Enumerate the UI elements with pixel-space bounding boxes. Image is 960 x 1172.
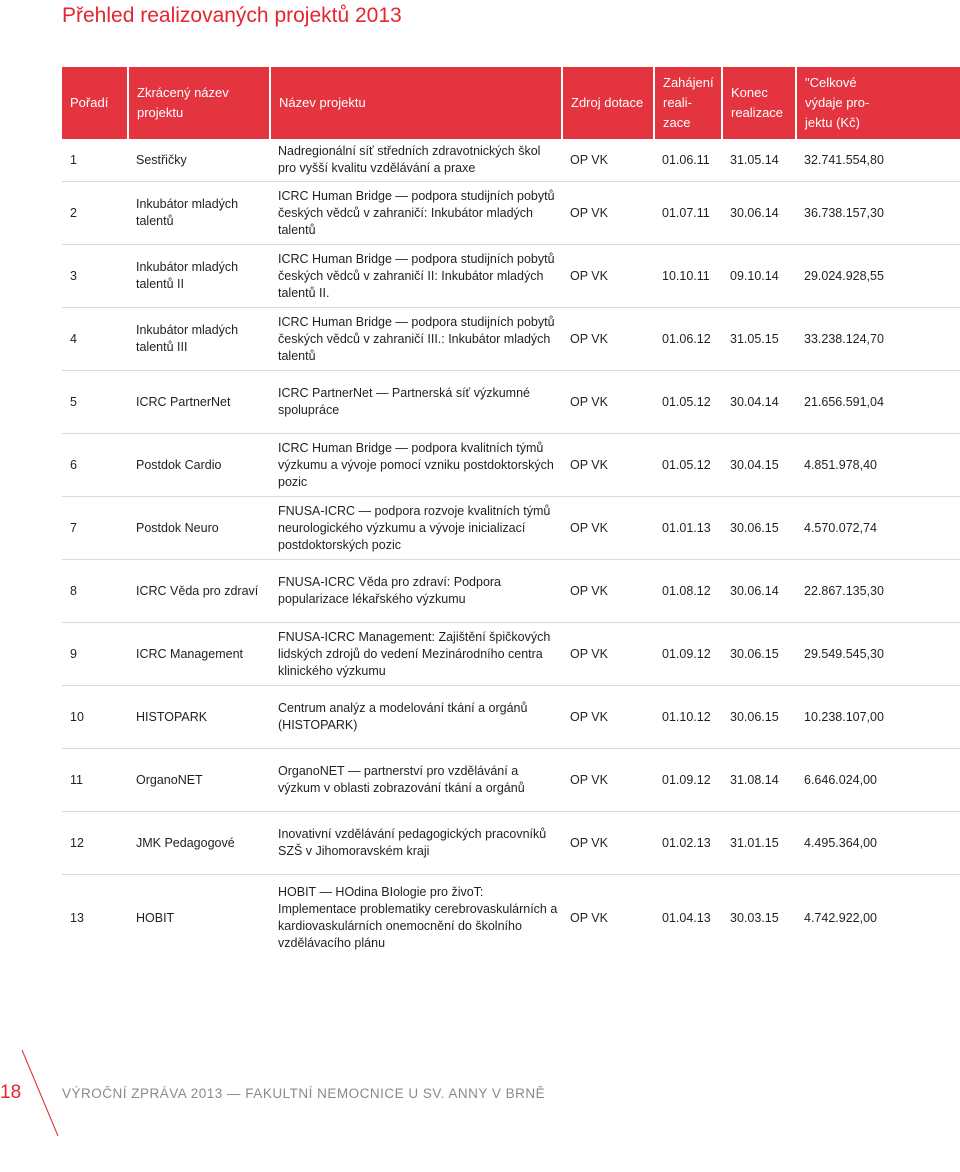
table-row <box>62 497 960 560</box>
table-row <box>62 560 960 623</box>
footer-slash-decoration <box>20 1048 60 1138</box>
cell-short-name: Sestřičky <box>136 152 187 167</box>
header-celkove-vydaje <box>796 67 960 139</box>
cell-num: 11 <box>70 772 83 787</box>
cell-project-name: FNUSA-ICRC Věda pro zdraví: Podpora popularizace lékařského výzkumu <box>278 575 502 606</box>
cell-source: OP VK <box>570 394 608 409</box>
header-zahajeni-line-3: zace <box>663 115 691 130</box>
header-konec <box>722 67 796 139</box>
cell-short-name: ICRC Věda pro zdraví <box>136 583 259 598</box>
cell-num: 12 <box>70 835 84 850</box>
cell-start: 01.05.12 <box>662 394 711 409</box>
cell-start: 01.06.12 <box>662 331 711 346</box>
table-row <box>62 139 960 182</box>
header-nazev-projektu: Název projektu <box>270 67 562 139</box>
cell-cost: 6.646.024,00 <box>804 772 877 787</box>
cell-short-name: ICRC Management <box>136 646 243 661</box>
cell-project-name: Nadregionální síť středních zdravotnických škol pro vyšší kvalitu vzdělávání a praxe <box>278 144 541 175</box>
cell-short-name: OrganoNET <box>136 772 203 787</box>
cell-end: 30.06.14 <box>730 583 779 598</box>
table-row <box>62 182 960 245</box>
header-zdroj-dotace: Zdroj dotace <box>562 67 654 139</box>
cell-end: 30.06.14 <box>730 205 779 220</box>
cell-end: 31.01.15 <box>730 835 779 850</box>
table-row <box>62 812 960 875</box>
cell-cost: 4.851.978,40 <box>804 457 877 472</box>
cell-project-name: ICRC Human Bridge — podpora studijních pobytů českých vědců v zahraničí III.: Inkubátor mladých talentů <box>278 314 555 363</box>
cell-source: OP VK <box>570 583 608 598</box>
cell-num: 7 <box>70 520 77 535</box>
header-konec-line-1: Konec <box>731 85 768 100</box>
cell-num: 3 <box>70 268 77 283</box>
header-celkove-line-3: jektu (Kč) <box>805 115 860 130</box>
cell-start: 01.09.12 <box>662 772 711 787</box>
table-header-row <box>62 67 960 139</box>
cell-start: 01.01.13 <box>662 520 711 535</box>
table-row <box>62 371 960 434</box>
cell-num: 10 <box>70 709 84 724</box>
cell-source: OP VK <box>570 709 608 724</box>
header-zahajeni <box>654 67 722 139</box>
cell-project-name: ICRC Human Bridge — podpora studijních pobytů českých vědců v zahraničí II: Inkubátor mladých talentů II. <box>278 251 555 300</box>
cell-source: OP VK <box>570 520 608 535</box>
cell-source: OP VK <box>570 835 608 850</box>
header-poradi: Pořadí <box>62 67 128 139</box>
cell-short-name: HISTOPARK <box>136 709 208 724</box>
cell-project-name: ICRC PartnerNet — Partnerská síť výzkumné spolupráce <box>278 386 530 417</box>
cell-short-name: ICRC PartnerNet <box>136 394 231 409</box>
cell-start: 01.09.12 <box>662 646 711 661</box>
cell-num: 6 <box>70 457 77 472</box>
cell-cost: 4.742.922,00 <box>804 910 877 925</box>
cell-end: 31.05.14 <box>730 152 779 167</box>
cell-cost: 10.238.107,00 <box>804 709 884 724</box>
cell-cost: 22.867.135,30 <box>804 583 884 598</box>
cell-source: OP VK <box>570 910 608 925</box>
cell-project-name: FNUSA-ICRC — podpora rozvoje kvalitních týmů neurologického výzkumu a vývoje inicializací postdoktorských pozic <box>278 503 551 552</box>
cell-cost: 29.024.928,55 <box>804 268 884 283</box>
cell-start: 10.10.11 <box>662 268 710 283</box>
cell-num: 2 <box>70 205 77 220</box>
cell-cost: 32.741.554,80 <box>804 152 884 167</box>
cell-short-name: Postdok Neuro <box>136 520 219 535</box>
cell-project-name: Centrum analýz a modelování tkání a orgánů (HISTOPARK) <box>278 701 528 732</box>
table-row <box>62 245 960 308</box>
cell-end: 30.04.14 <box>730 394 779 409</box>
footer-text: VÝROČNÍ ZPRÁVA 2013 — FAKULTNÍ NEMOCNICE U SV. ANNY V BRNĚ <box>62 1086 546 1101</box>
cell-project-name: FNUSA-ICRC Management: Zajištění špičkových lidských zdrojů do vedení Mezinárodního centra klinického výzkumu <box>278 629 551 678</box>
cell-end: 30.06.15 <box>730 709 779 724</box>
table-row <box>62 875 960 961</box>
cell-source: OP VK <box>570 457 608 472</box>
table-row <box>62 308 960 371</box>
cell-start: 01.05.12 <box>662 457 711 472</box>
cell-source: OP VK <box>570 772 608 787</box>
table-row <box>62 686 960 749</box>
cell-short-name: Postdok Cardio <box>136 457 222 472</box>
cell-source: OP VK <box>570 268 608 283</box>
footer-slash-line <box>22 1050 58 1136</box>
cell-start: 01.06.11 <box>662 152 710 167</box>
header-zkraceny-nazev: Zkrácený název projektu <box>128 67 270 139</box>
cell-start: 01.10.12 <box>662 709 711 724</box>
cell-source: OP VK <box>570 646 608 661</box>
table-row <box>62 749 960 812</box>
table-row <box>62 623 960 686</box>
cell-end: 30.06.15 <box>730 520 779 535</box>
cell-num: 9 <box>70 646 77 661</box>
table-row <box>62 434 960 497</box>
cell-end: 31.05.15 <box>730 331 779 346</box>
cell-short-name: Inkubátor mladých talentů <box>136 197 239 228</box>
cell-cost: 33.238.124,70 <box>804 331 884 346</box>
cell-end: 30.06.15 <box>730 646 779 661</box>
cell-source: OP VK <box>570 152 608 167</box>
cell-short-name: JMK Pedagogové <box>136 835 235 850</box>
cell-end: 30.04.15 <box>730 457 779 472</box>
cell-project-name: OrganoNET — partnerství pro vzdělávání a výzkum v oblasti zobrazování tkání a orgánů <box>278 764 525 795</box>
page-title: Přehled realizovaných projektů 2013 <box>62 4 402 27</box>
cell-cost: 21.656.591,04 <box>804 394 884 409</box>
cell-short-name: HOBIT <box>136 910 175 925</box>
cell-source: OP VK <box>570 331 608 346</box>
cell-project-name: ICRC Human Bridge — podpora kvalitních týmů výzkumu a vývoje pomocí vzniku postdoktorských pozic <box>278 440 554 489</box>
cell-cost: 4.495.364,00 <box>804 835 877 850</box>
cell-num: 13 <box>70 910 84 925</box>
header-konec-line-2: realizace <box>731 105 784 120</box>
cell-start: 01.07.11 <box>662 205 710 220</box>
header-zahajeni-line-2: reali- <box>663 95 692 110</box>
cell-cost: 36.738.157,30 <box>804 205 884 220</box>
cell-num: 1 <box>70 152 77 167</box>
cell-source: OP VK <box>570 205 608 220</box>
header-celkove-line-1: "Celkové <box>805 75 857 90</box>
cell-end: 30.03.15 <box>730 910 779 925</box>
cell-cost: 4.570.072,74 <box>804 520 877 535</box>
cell-short-name: Inkubátor mladých talentů II <box>136 260 239 291</box>
cell-project-name: Inovativní vzdělávání pedagogických pracovníků SZŠ v Jihomoravském kraji <box>278 827 547 858</box>
cell-num: 4 <box>70 331 77 346</box>
page-number: 18 <box>0 1082 22 1103</box>
cell-num: 5 <box>70 394 77 409</box>
cell-num: 8 <box>70 583 77 598</box>
cell-project-name: HOBIT — HOdina BIologie pro živoT: Implementace problematiky cerebrovaskulárních a kardiovaskulárních onemocnění do školního vzdělávacího plánu <box>278 885 558 950</box>
cell-end: 09.10.14 <box>730 268 779 283</box>
cell-cost: 29.549.545,30 <box>804 646 884 661</box>
cell-start: 01.02.13 <box>662 835 711 850</box>
cell-end: 31.08.14 <box>730 772 779 787</box>
cell-project-name: ICRC Human Bridge — podpora studijních pobytů českých vědců v zahraničí: Inkubátor mladých talentů <box>278 188 555 237</box>
cell-start: 01.04.13 <box>662 910 711 925</box>
cell-short-name: Inkubátor mladých talentů III <box>136 323 239 354</box>
header-zahajeni-line-1: Zahájení <box>663 75 714 90</box>
header-celkove-line-2: výdaje pro- <box>805 95 870 110</box>
cell-start: 01.08.12 <box>662 583 711 598</box>
projects-table <box>62 67 960 961</box>
